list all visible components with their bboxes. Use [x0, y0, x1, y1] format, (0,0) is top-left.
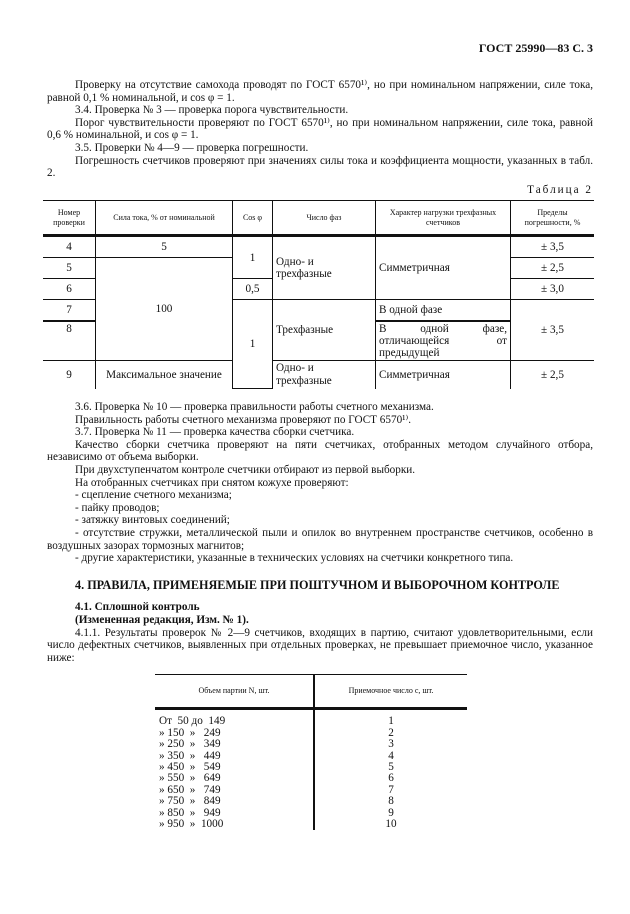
lot-size-cell: » 450 » 549 — [155, 762, 314, 773]
cell: В одной фазе — [376, 300, 511, 322]
cell: 5 — [96, 236, 233, 258]
header-cell: Cos φ — [233, 201, 273, 236]
cell: 8 — [43, 321, 96, 361]
paragraph: Порог чувствительности проверяют по ГОСТ 6570¹⁾, но при номинальном напряжении, силе тока, равной 0,6 % номинальной, и cos φ = 1. — [47, 116, 593, 142]
paragraph: Качество сборки счетчика проверяют на пяти счетчиках, отобранных методом случайного отбора, независимо от объема выборки. — [47, 438, 593, 464]
paragraph: 3.4. Проверка № 3 — проверка порога чувствительности. — [75, 104, 349, 117]
paragraph: 4.1.1. Результаты проверок № 2—9 счетчиков, входящих в партию, считают удовлетворительными, если число дефектных счетчиков, выявленных при отдельных проверках, не превышает приемочное число, указанное ниже: — [47, 626, 593, 664]
document-body — [47, 79, 593, 830]
cell: ± 2,5 — [511, 361, 595, 389]
page-header: ГОСТ 25990—83 С. 3 — [478, 41, 593, 55]
table-row — [155, 796, 467, 807]
cell: Симметричная — [376, 236, 511, 300]
lot-size-cell: От 50 до 149 — [155, 709, 314, 728]
edit-note: (Измененная редакция, Изм. № 1). — [75, 613, 249, 626]
cell: 0,5 — [233, 279, 273, 300]
cell: 6 — [43, 279, 96, 300]
table-acceptance — [155, 674, 467, 830]
acceptance-number-cell: 7 — [388, 783, 394, 796]
cell: Симметричная — [376, 361, 511, 389]
list-item: - другие характеристики, указанные в технических условиях на счетчики конкретного типа. — [75, 552, 514, 565]
paragraph: На отобранных счетчиках при снятом кожухе проверяют: — [75, 476, 349, 489]
lot-size-cell: » 250 » 349 — [155, 739, 314, 750]
paragraph: Проверку на отсутствие самохода проводят по ГОСТ 6570¹⁾, но при номинальном напряжении, силе тока, равной 0,1 % номинальной, и cos φ = 1. — [47, 79, 593, 104]
cell: ± 3,0 — [511, 279, 595, 300]
cell: 9 — [43, 361, 96, 389]
table-2 — [43, 200, 594, 389]
acceptance-number-cell: 9 — [388, 806, 394, 819]
header-cell: Сила тока, % от номинальной — [96, 201, 233, 236]
cell: 1 — [233, 236, 273, 279]
paragraph: При двухступенчатом контроле счетчики отбирают из первой выборки. — [75, 464, 416, 476]
table-row — [43, 361, 594, 389]
lot-size-cell: » 150 » 249 — [155, 728, 314, 739]
cell: 4 — [43, 236, 96, 258]
acceptance-number-cell: 6 — [388, 772, 394, 785]
cell: 5 — [43, 258, 96, 279]
header-cell: Номер проверки — [43, 201, 96, 236]
table-row — [43, 236, 594, 258]
acceptance-number-cell: 3 — [388, 738, 394, 751]
cell: 7 — [43, 300, 96, 322]
paragraph: 3.6. Проверка № 10 — проверка правильности работы счетного механизма. — [75, 401, 434, 414]
cell: Максимальное значение — [96, 361, 233, 389]
acceptance-number-cell: 10 — [385, 817, 397, 830]
lot-size-cell: » 850 » 949 — [155, 808, 314, 819]
lot-size-cell: » 950 » 1000 — [155, 819, 314, 830]
lot-size-cell: » 750 » 849 — [155, 796, 314, 807]
list-item: - сцепление счетного механизма; — [75, 489, 232, 502]
acceptance-number-cell: 4 — [388, 749, 394, 762]
cell: Одно- и трехфазные — [273, 361, 376, 389]
cell: 100 — [96, 258, 233, 361]
cell: ± 3,5 — [511, 236, 595, 258]
paragraph: 3.5. Проверки № 4—9 — проверка погрешности. — [75, 141, 309, 154]
acceptance-number-cell: 1 — [388, 715, 394, 728]
cell: Одно- и трехфазные — [273, 236, 376, 300]
lot-size-cell: » 550 » 649 — [155, 773, 314, 784]
acceptance-number-cell: 5 — [388, 760, 394, 773]
section-title: 4. ПРАВИЛА, ПРИМЕНЯЕМЫЕ ПРИ ПОШТУЧНОМ И ВЫБОРОЧНОМ КОНТРОЛЕ — [75, 577, 560, 592]
list-item: - отсутствие стружки, металлической пыли и опилок во внутреннем пространстве счетчиков, особенно в воздушных зазорах тормозных магнитов; — [47, 526, 593, 552]
paragraph: Правильность работы счетного механизма проверяют по ГОСТ 6570¹⁾. — [75, 413, 412, 426]
lot-size-cell: » 650 » 749 — [155, 785, 314, 796]
cell: 1 — [233, 300, 273, 389]
header-cell: Характер нагрузки трехфазных счетчиков — [376, 201, 511, 236]
table-header-row — [43, 201, 594, 236]
lot-size-cell: » 350 » 449 — [155, 751, 314, 762]
paragraph: 3.7. Проверка № 11 — проверка качества сборки счетчика. — [75, 426, 355, 439]
table-row — [155, 819, 467, 830]
cell: ± 3,5 — [511, 300, 595, 361]
header-cell: Объем партии N, шт. — [155, 675, 314, 709]
paragraph: Погрешность счетчиков проверяют при значениях силы тока и коэффициента мощности, указанных в табл. 2. — [47, 154, 593, 180]
acceptance-number-cell: 8 — [388, 795, 394, 808]
cell: ± 2,5 — [511, 258, 595, 279]
list-item: - пайку проводов; — [75, 501, 160, 514]
header-cell: Число фаз — [273, 201, 376, 236]
acceptance-number-cell: 2 — [388, 726, 394, 739]
table-caption: Таблица 2 — [527, 183, 593, 196]
cell: В одной фазе, отличающейся от предыдущей — [376, 321, 511, 361]
table-row — [155, 709, 467, 728]
table-row — [155, 739, 467, 750]
cell: Трехфазные — [273, 300, 376, 361]
table-header-row — [155, 675, 467, 709]
header-cell: Пределы погрешности, % — [511, 201, 595, 236]
list-item: - затяжку винтовых соединений; — [75, 514, 230, 527]
subsection-title: 4.1. Сплошной контроль — [75, 601, 200, 614]
header-cell: Приемочное число c, шт. — [314, 675, 467, 709]
